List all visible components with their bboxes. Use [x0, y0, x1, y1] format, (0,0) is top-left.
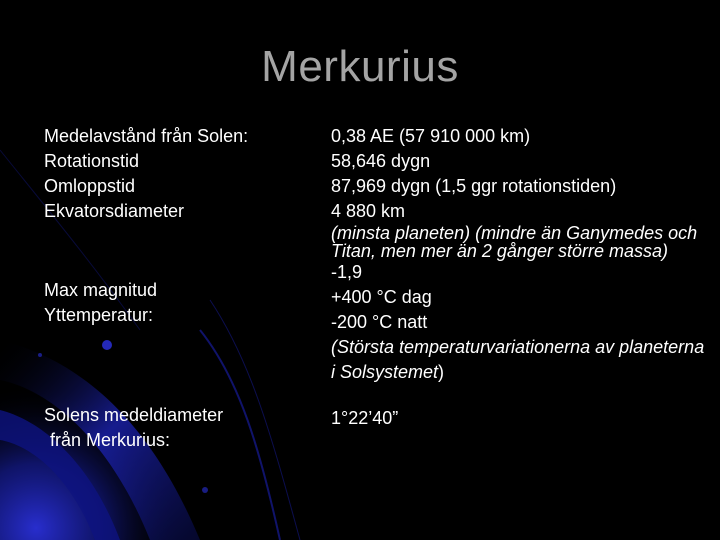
slide-title: Merkurius — [261, 42, 459, 91]
value-rotation: 58,646 dygn — [331, 151, 431, 171]
value-temp-day: +400 °C dag — [331, 287, 432, 307]
value-sun-diameter: 1°22’40” — [331, 408, 399, 428]
label-column — [44, 124, 304, 453]
label-rotation: Rotationstid — [44, 151, 140, 171]
label-surface-temp: Yttemperatur: — [44, 305, 154, 325]
value-diameter: 4 880 km — [331, 201, 406, 221]
value-distance: 0,38 AE (57 910 000 km) — [331, 126, 531, 146]
value-orbit: 87,969 dygn (1,5 ggr rotationstiden) — [331, 176, 617, 196]
spacer — [331, 385, 711, 406]
spacer — [44, 224, 304, 278]
value-temp-night: -200 °C natt — [331, 312, 428, 332]
label-sun-diameter-line2: från Merkurius: — [50, 430, 171, 450]
value-column — [331, 124, 711, 431]
label-magnitude: Max magnitud — [44, 280, 158, 300]
spacer — [44, 328, 304, 379]
label-diameter: Ekvatorsdiameter — [44, 201, 185, 221]
spacer — [44, 379, 304, 403]
value-magnitude: -1,9 — [331, 262, 363, 282]
label-distance: Medelavstånd från Solen: — [44, 126, 249, 146]
label-orbit: Omloppstid — [44, 176, 136, 196]
value-temp-note-italic: (Största temperaturvariationerna av planeterna i Solsystemet — [331, 337, 705, 382]
value-temp-note-close: ) — [438, 362, 445, 382]
value-diameter-note: (minsta planeten) (mindre än Ganymedes och Titan, men mer än 2 gånger större massa) — [331, 223, 698, 261]
label-sun-diameter-line1: Solens medeldiameter — [44, 405, 224, 425]
value-temp-note — [331, 335, 711, 385]
